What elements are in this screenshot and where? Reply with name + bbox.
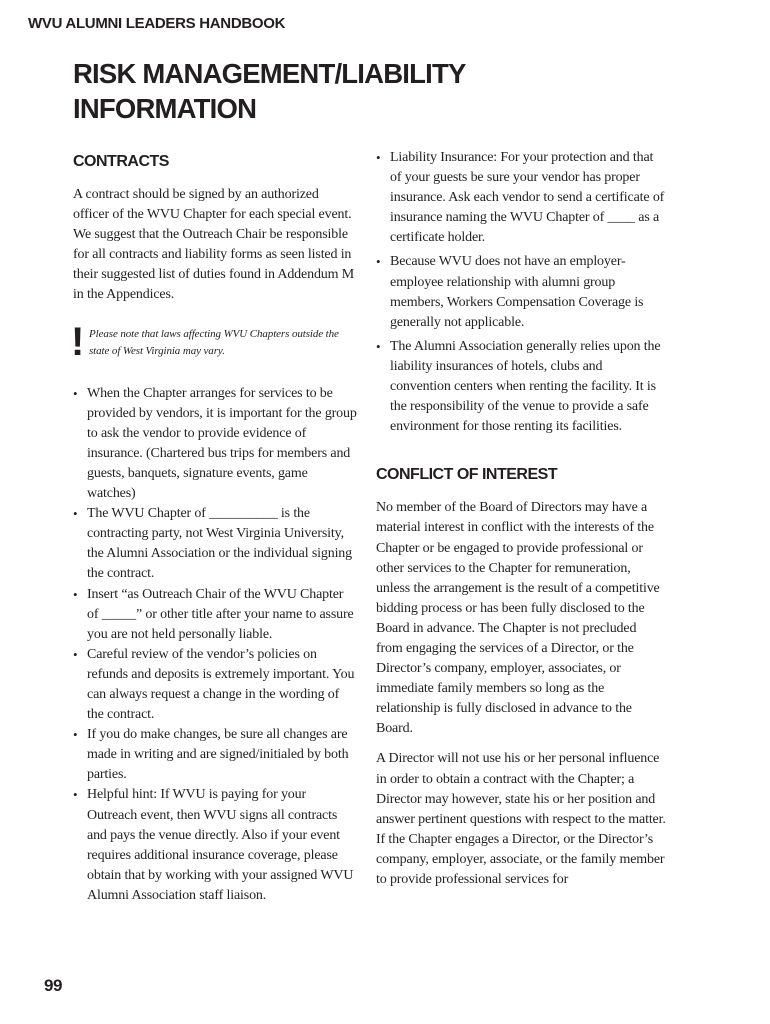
- list-item: • When the Chapter arranges for services to be provided by vendors, it is important for the group to ask the vendor to provide evidence of insurance. (Chartered bus trips for members and guests, banquets, signature events, game watches): [73, 384, 358, 505]
- legal-note: [71, 319, 358, 366]
- list-item: • If you do make changes, be sure all changes are made in writing and are signed/initialed by both parties.: [73, 725, 358, 785]
- left-column: [73, 152, 358, 906]
- list-item: • The WVU Chapter of __________ is the contracting party, not West Virginia University, the Alumni Association or the individual signing the contract.: [73, 504, 358, 584]
- conflict-paragraph-2: A Director will not use his or her personal influence in order to obtain a contract with the Chapter; a Director may however, state his or her position and answer pertinent questions with respect to the matter. If the Chapter engages a Director, or the Director’s company, employer, associate, or the family member to provide professional services for: [376, 751, 666, 887]
- page-title-line-2: INFORMATION: [73, 93, 257, 124]
- list-item: • Careful review of the vendor’s policies on refunds and deposits is extremely important. You can always request a change in the wording of the contract.: [73, 645, 358, 725]
- list-item: • Helpful hint: If WVU is paying for your Outreach event, then WVU signs all contracts and pays the venue directly. Also if your event requires additional insurance coverage, please obtain that by working with your assigned WVU Alumni Association staff liaison.: [73, 785, 358, 906]
- conflict-of-interest-heading: CONFLICT OF INTEREST: [376, 466, 558, 484]
- page-title-line-1: RISK MANAGEMENT/LIABILITY: [73, 58, 466, 89]
- legal-note-text: Please note that laws affecting WVU Chapters outside the state of West Virginia may vary.: [89, 327, 339, 358]
- conflict-paragraph-1: No member of the Board of Directors may have a material interest in conflict with the interests of the Chapter or be engaged to provide professional or other services to the Chapter for remuneration, unless the arrangement is the result of a competitive bidding process or has been fully disclosed to the Board in advance. The Chapter is not precluded from engaging the services of a Director, or the Director’s company, employer, associates, or immediate family members so long as the relationship is fully disclosed in advance to the Board.: [376, 500, 660, 737]
- list-item: • Because WVU does not have an employer-employee relationship with alumni group members, Workers Compensation Coverage is generally not applicable.: [376, 252, 666, 332]
- insurance-bullet-list: [376, 148, 666, 437]
- page-number: 99: [44, 976, 62, 995]
- running-header: WVU ALUMNI LEADERS HANDBOOK: [28, 15, 286, 32]
- list-item: • Insert “as Outreach Chair of the WVU Chapter of _____” or other title after your name to assure you are not held personally liable.: [73, 585, 358, 645]
- contracts-bullet-list: [73, 384, 358, 906]
- right-column: [376, 148, 666, 890]
- contracts-heading: CONTRACTS: [73, 153, 169, 170]
- page-title: [73, 56, 673, 126]
- list-item: • Liability Insurance: For your protection and that of your guests be sure your vendor has proper insurance. Ask each vendor to send a certificate of insurance naming the WVU Chapter of ____ as a certificate holder.: [376, 148, 666, 248]
- contracts-intro: A contract should be signed by an authorized officer of the WVU Chapter for each special event. We suggest that the Outreach Chair be responsible for all contracts and liability forms as seen listed in their suggested list of duties found in Addendum M in the Appendices.: [73, 187, 355, 303]
- exclamation-icon: !: [71, 319, 85, 364]
- list-item: • The Alumni Association generally relies upon the liability insurances of hotels, clubs and convention centers when renting the facility. It is the responsibility of the venue to provide a safe environment for those renting its facilities.: [376, 337, 666, 437]
